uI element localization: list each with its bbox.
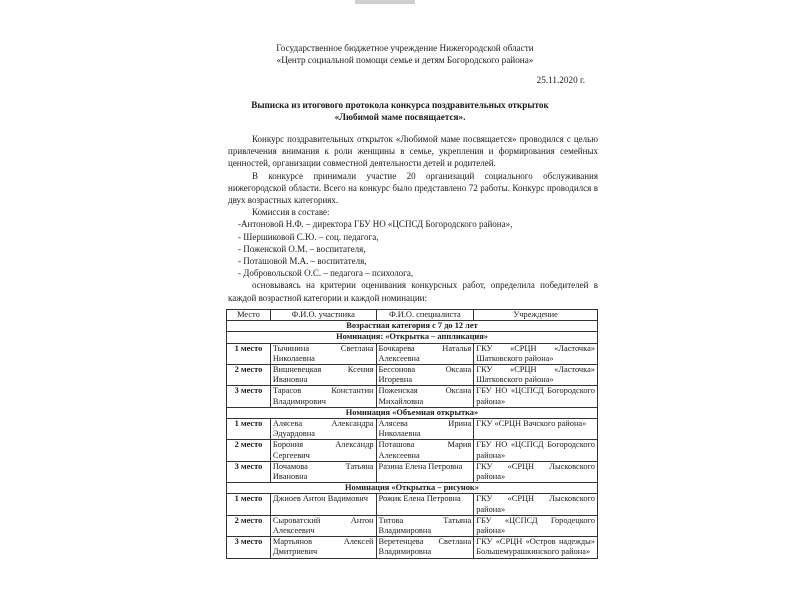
place-cell: 1 место: [227, 343, 271, 364]
participant-cell: Тычинина Светлана Николаевна: [270, 343, 376, 364]
nomination-row: [227, 483, 598, 494]
specialist-cell: Поташова Мария Алексеевна: [376, 440, 474, 461]
specialist-cell: Рожик Елена Петровна: [376, 494, 474, 515]
paragraph-criteria: основываясь на критерии оценивания конкурсных работ, определила победителей в каждой возрастной категории и каждой номинации:: [228, 280, 598, 303]
institution-cell: ГБУ НО «ЦСПСД Богородского района»: [474, 386, 598, 407]
commission-member: - Добровольской О.С. – педагога – психолога,: [238, 268, 414, 279]
category-row: [227, 321, 598, 332]
specialist-cell: Алясева Ирина Николаевна: [376, 419, 474, 440]
column-header-place: Место: [227, 310, 271, 321]
institution-cell: ГКУ «СРЦН «Ласточка» Шатковского района»: [474, 365, 598, 386]
column-header-specialist: Ф.И.О. специалиста: [376, 310, 474, 321]
table-header-row: [227, 310, 598, 321]
table-row: [227, 419, 598, 440]
specialist-cell: Бессонова Оксана Игоревна: [376, 365, 474, 386]
table-row: [227, 515, 598, 536]
commission-member: - Поженской О.М. – воспитателя,: [238, 243, 366, 254]
institution-cell: ГБУ НО «ЦСПСД Богородского района»: [474, 440, 598, 461]
scan-mark: [355, 0, 415, 4]
title-line-1: Выписка из итогового протокола конкурса поздравительных открыток: [251, 100, 549, 110]
table-row: [227, 386, 598, 407]
participant-cell: Тарасов Константин Владимирович: [270, 386, 376, 407]
title-line-2: «Любимой маме посвящается».: [334, 112, 466, 122]
body-text: [228, 133, 598, 304]
org-header-line-1: Государственное бюджетное учреждение Нижегородской области: [276, 43, 534, 53]
commission-member: - Шершиковой С.Ю. – соц. педагога,: [238, 231, 379, 242]
participant-cell: Алясева Александра Эдуардовна: [270, 419, 376, 440]
participant-cell: Почамова Татьяна Ивановна: [270, 461, 376, 482]
place-cell: 2 место: [227, 440, 271, 461]
paragraph-purpose: Конкурс поздравительных открыток «Любимой маме посвящается» проводился с целью привлечения внимания к роли женщины в семье, укрепления и формирования семейных ценностей, организации совместной деятельности детей и родителей.: [228, 134, 598, 169]
table-row: [227, 461, 598, 482]
commission-member: - Поташовой М.А. – воспитателя,: [238, 256, 367, 267]
column-header-participant: Ф.И.О. участника: [270, 310, 376, 321]
paragraph-participants: В конкурсе принимали участие 20 организаций социального обслуживания нижегородской области. Всего на конкурс было представлено 72 работы. Конкурс проводился в двух возрастных категориях.: [228, 170, 598, 206]
specialist-cell: Веретенцева Светлана Владимировна: [376, 537, 474, 558]
participant-cell: Сыроватский Антон Алексеевич: [270, 515, 376, 536]
specialist-cell: Бочкарева Наталья Алексеевна: [376, 343, 474, 364]
nomination-title: Номинация «Открытка – рисунок»: [227, 483, 598, 494]
institution-cell: ГКУ «СРЦН Лысковского района»: [474, 494, 598, 515]
org-header-line-2: «Центр социальной помощи семье и детям Богородского района»: [276, 55, 534, 65]
place-cell: 1 место: [227, 419, 271, 440]
table-row: [227, 440, 598, 461]
institution-cell: ГКУ «СРЦН «Остров надежды» Большемурашкинского района»: [474, 537, 598, 558]
participant-cell: Джиоев Антон Вадимович: [270, 494, 376, 515]
nomination-row: [227, 407, 598, 418]
place-cell: 3 место: [227, 537, 271, 558]
results-table: [226, 309, 598, 559]
nomination-title: Номинация «Объемная открытка»: [227, 407, 598, 418]
participant-cell: Мартьянов Алексей Дмитриевич: [270, 537, 376, 558]
institution-cell: ГКУ «СРЦН Лысковского района»: [474, 461, 598, 482]
nomination-title: Номинация: «Открытка – аппликация»: [227, 332, 598, 343]
age-category: Возрастная категория с 7 до 12 лет: [227, 321, 598, 332]
participant-cell: Борония Александр Сергеевич: [270, 440, 376, 461]
table-row: [227, 365, 598, 386]
specialist-cell: Титова Татьяна Владимировна: [376, 515, 474, 536]
place-cell: 1 место: [227, 494, 271, 515]
commission-member: -Антоновой Н.Ф. – директора ГБУ НО «ЦСПСД Богородского района»,: [238, 219, 513, 230]
place-cell: 2 место: [227, 515, 271, 536]
place-cell: 3 место: [227, 386, 271, 407]
column-header-institution: Учреждение: [474, 310, 598, 321]
nomination-row: [227, 332, 598, 343]
specialist-cell: Поженская Оксана Михайловна: [376, 386, 474, 407]
table-row: [227, 537, 598, 558]
institution-cell: ГКУ «СРЦН Вачского района»: [474, 419, 598, 440]
place-cell: 3 место: [227, 461, 271, 482]
institution-cell: ГБУ «ЦСПСД Городецкого района»: [474, 515, 598, 536]
table-row: [227, 343, 598, 364]
participant-cell: Вишневецкая Ксения Ивановна: [270, 365, 376, 386]
specialist-cell: Разина Елена Петровна: [376, 461, 474, 482]
document-date: 25.11.2020 г.: [536, 75, 585, 85]
commission-label: Комиссия в составе:: [252, 207, 330, 218]
institution-cell: ГКУ «СРЦН «Ласточка» Шатковского района»: [474, 343, 598, 364]
place-cell: 2 место: [227, 365, 271, 386]
table-row: [227, 494, 598, 515]
